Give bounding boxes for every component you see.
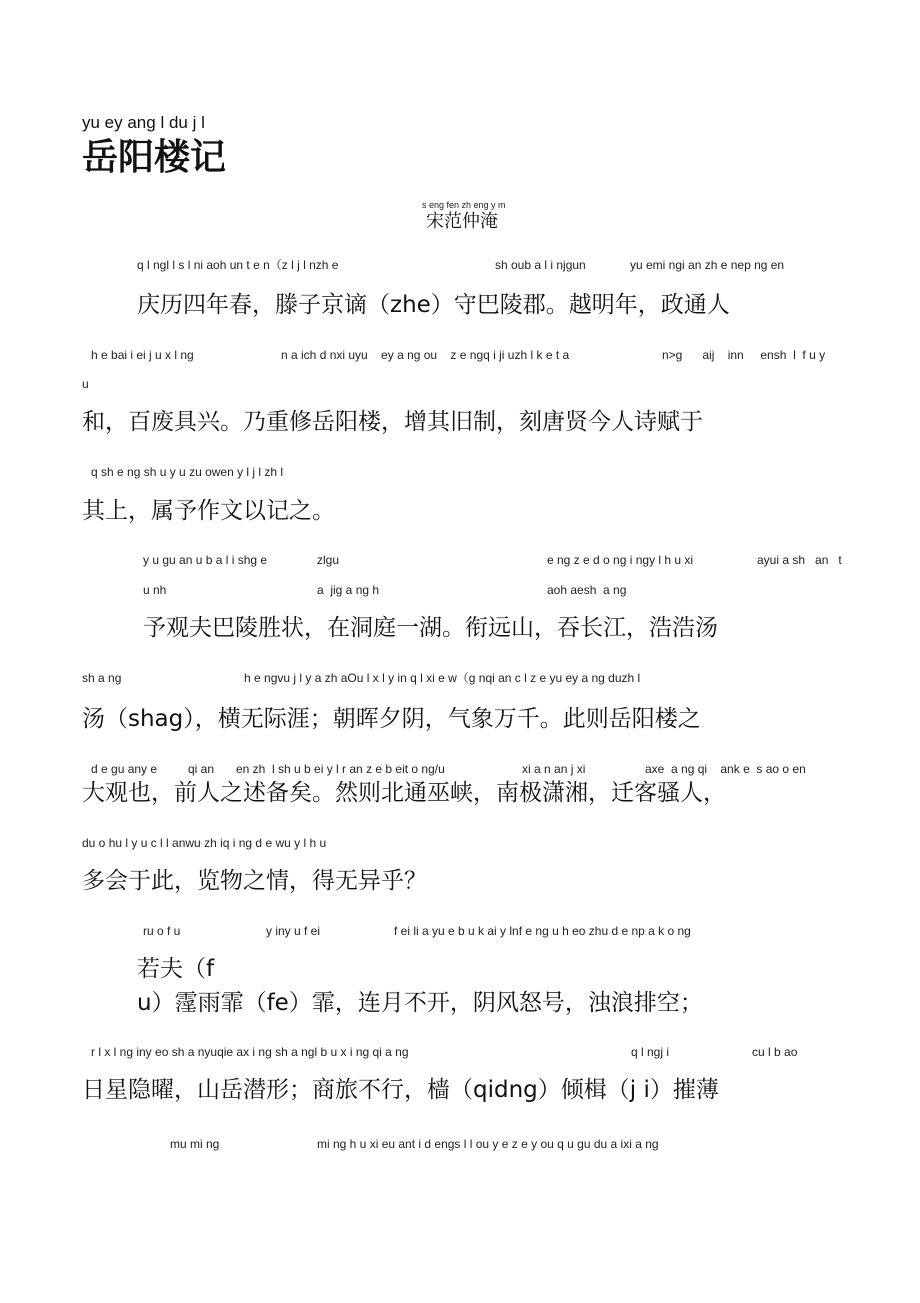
pinyin-line: qi an [188, 762, 215, 776]
pinyin-line: r l x l ng iny eo sh a nyuqie ax i ng sh a ngl b u x i ng qi a ng [91, 1045, 409, 1059]
text-line: 汤（shag），横无际涯；朝晖夕阴，气象万千。此则岳阳楼之 [82, 706, 701, 732]
pinyin-line: sh oub a l i njgun [495, 258, 586, 272]
pinyin-line: yu emi ngi an zh e nep ng en [630, 258, 785, 272]
pinyin-line: axe a ng qi ank e s ao o en [645, 762, 806, 776]
pinyin-line: a jig a ng h [317, 583, 380, 597]
pinyin-line: u [82, 377, 89, 391]
text-line: 庆历四年春，滕子京谪（zhe）守巴陵郡。越明年，政通人 [137, 292, 730, 318]
author-pinyin: s eng fen zh eng y m [422, 200, 506, 210]
text-line: 大观也，前人之述备矣。然则北通巫峡，南极潇湘，迁客骚人， [82, 780, 726, 806]
text-line: 和，百废具兴。乃重修岳阳楼，增其旧制，刻唐贤今人诗赋于 [82, 409, 703, 435]
pinyin-line: n>g aij inn ensh l f u y [662, 348, 826, 362]
pinyin-line: q l ngl l s l ni aoh un t e n（z l j l nzh e [137, 258, 339, 272]
text-line: 其上，属予作文以记之。 [82, 498, 335, 524]
text-line: 多会于此，览物之情，得无异乎？ [82, 868, 427, 894]
pinyin-line: xi a n an j xi [522, 762, 586, 776]
pinyin-line: ayui a sh an t [757, 553, 842, 567]
pinyin-line: zlgu [317, 553, 340, 567]
pinyin-line: q sh e ng sh u y u zu owen y l j l zh l [91, 465, 284, 479]
pinyin-line: h e ngvu j l y a zh aOu l x l y in q l xi e w（g nqi an c l z e yu ey a ng duzh l [244, 671, 641, 685]
text-line: u）霪雨霏（fe）霏，连月不开，阴风怒号，浊浪排空； [137, 990, 703, 1016]
author-name: 宋范仲淹 [426, 211, 498, 232]
pinyin-line: y iny u f ei [266, 924, 321, 938]
pinyin-line: mi ng h u xi eu ant i d engs l l ou y e z e y ou q u gu du a ixi a ng [317, 1137, 659, 1151]
pinyin-line: sh a ng [82, 671, 122, 685]
pinyin-line: q l ngj i [631, 1045, 670, 1059]
pinyin-line: n a ich d nxi uyu ey a ng ou z e ngq i ji uzh l k e t a [281, 348, 570, 362]
pinyin-line: f ei li a yu e b u k ai y lnf e ng u h eo zhu d e np a k o ng [394, 924, 691, 938]
pinyin-line: e ng z e d o ng i ngy l h u xi [547, 553, 694, 567]
text-line: 若夫（f [137, 956, 215, 982]
page-title: 岳阳楼记 [82, 137, 227, 178]
pinyin-line: u nh [143, 583, 167, 597]
pinyin-line: cu l b ao [752, 1045, 798, 1059]
pinyin-line: en zh l sh u b ei y l r an z e b eit o ng/u [236, 762, 445, 776]
title-pinyin: yu ey ang l du j l [82, 113, 205, 132]
text-line: 予观夫巴陵胜状，在洞庭一湖。衔远山，吞长江，浩浩汤 [143, 615, 718, 641]
pinyin-line: d e gu any e [91, 762, 158, 776]
text-line: 日星隐曜，山岳潜形；商旅不行，樯（qidng）倾楫（j i）摧薄 [82, 1077, 719, 1103]
pinyin-line: y u gu an u b a l i shg e [143, 553, 268, 567]
pinyin-line: mu mi ng [170, 1137, 220, 1151]
pinyin-line: ru o f u [143, 924, 181, 938]
pinyin-line: du o hu l y u c l l anwu zh iq i ng d e wu y l h u [82, 836, 327, 850]
pinyin-line: h e bai i ei j u x l ng [91, 348, 194, 362]
pinyin-line: aoh aesh a ng [547, 583, 627, 597]
